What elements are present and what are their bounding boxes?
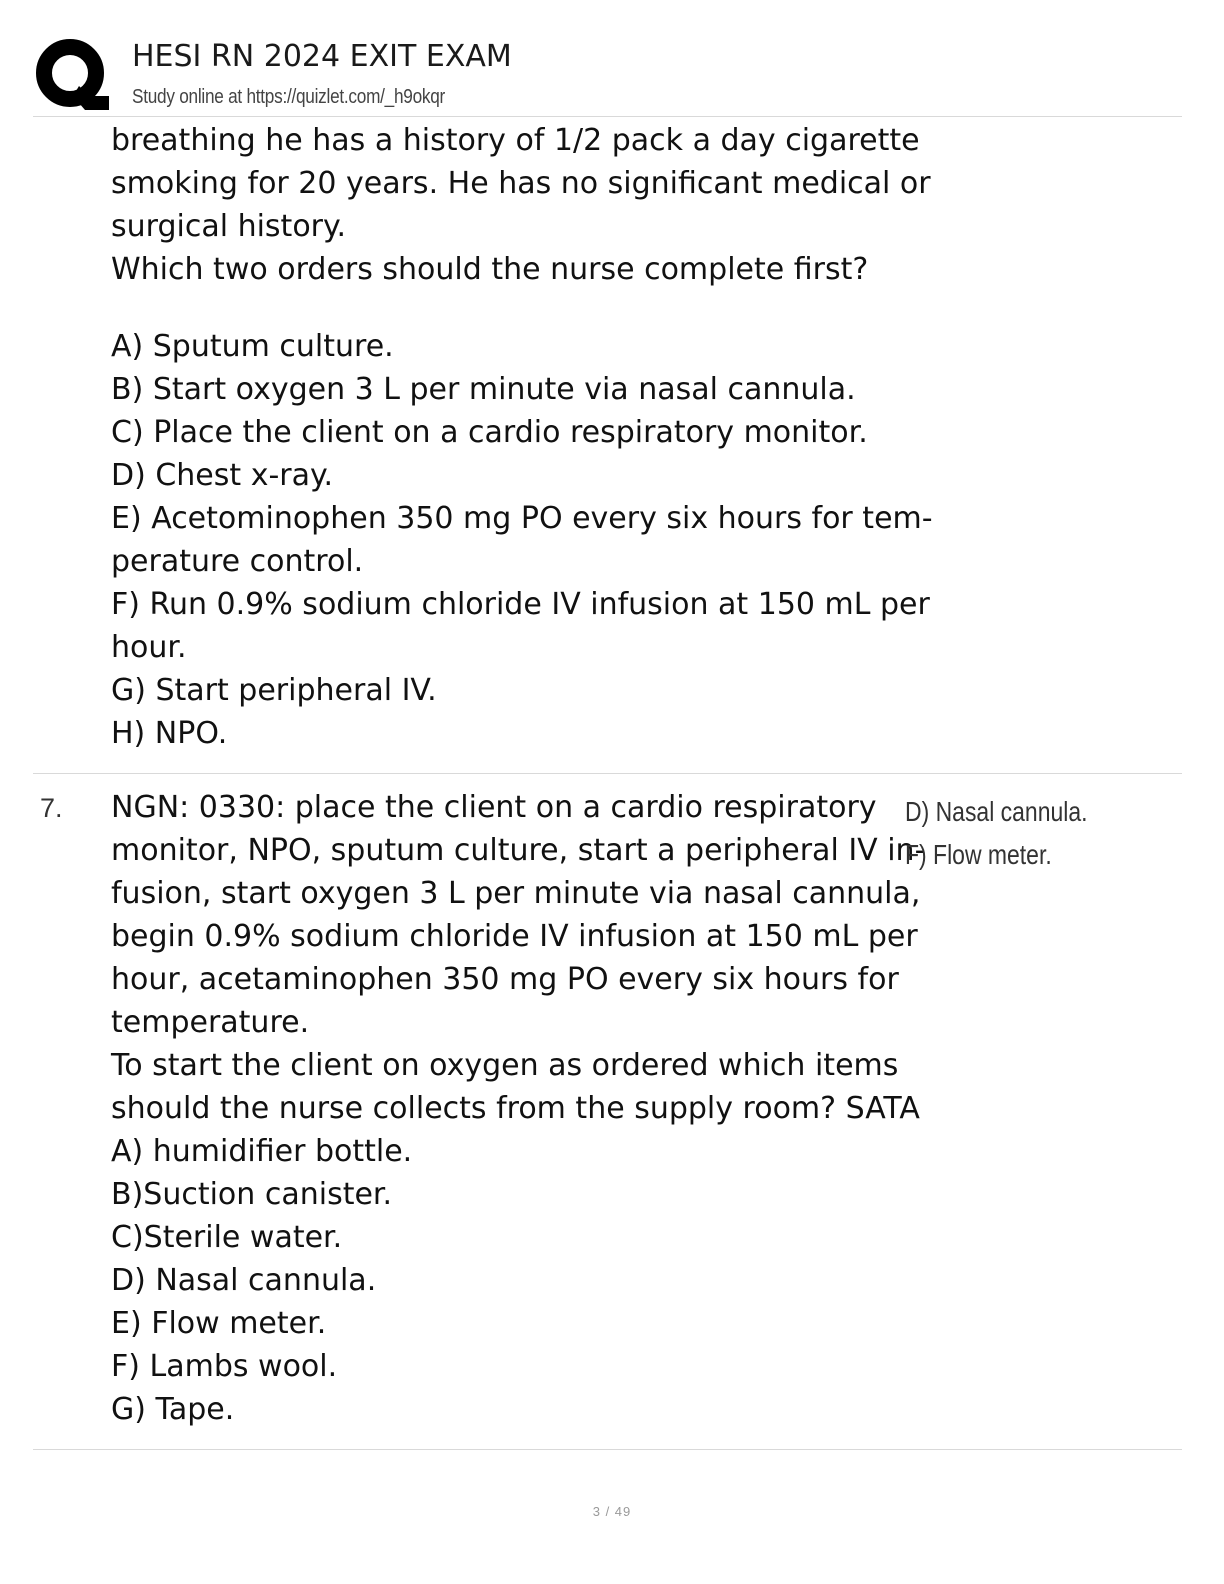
card-divider-bottom <box>33 1449 1182 1450</box>
question-line: fusion, start oxygen 3 L per minute via nasal cannula, <box>111 876 921 911</box>
card-7-answer <box>905 790 1205 876</box>
option-line: perature control. <box>111 544 364 579</box>
deck-title: HESI RN 2024 EXIT EXAM <box>132 39 512 74</box>
option-line: E) Acetominophen 350 mg PO every six hours for tem- <box>111 501 933 536</box>
question-line: should the nurse collects from the supply room? SATA <box>111 1091 920 1126</box>
option-line: A) Sputum culture. <box>111 329 394 364</box>
card-divider <box>33 773 1182 774</box>
option-line: F) Lambs wool. <box>111 1349 338 1384</box>
option-line: B)Suction canister. <box>111 1177 393 1212</box>
option-line: D) Nasal cannula. <box>111 1263 377 1298</box>
answer-line: F) Flow meter. <box>905 839 1052 870</box>
option-line: C) Place the client on a cardio respiratory monitor. <box>111 415 868 450</box>
option-line: B) Start oxygen 3 L per minute via nasal cannula. <box>111 372 856 407</box>
question-line: Which two orders should the nurse complete first? <box>111 252 869 287</box>
option-line: D) Chest x-ray. <box>111 458 333 493</box>
question-line: begin 0.9% sodium chloride IV infusion at 150 mL per <box>111 919 918 954</box>
question-line: monitor, NPO, sputum culture, start a peripheral IV in- <box>111 833 926 868</box>
page-number: 3 / 49 <box>592 1504 632 1519</box>
question-line: breathing he has a history of 1/2 pack a day cigarette <box>111 123 920 158</box>
question-line: NGN: 0330: place the client on a cardio respiratory <box>111 790 877 825</box>
question-line: hour, acetaminophen 350 mg PO every six hours for <box>111 962 899 997</box>
page-header <box>0 0 1224 118</box>
header-divider <box>33 116 1182 117</box>
option-line: F) Run 0.9% sodium chloride IV infusion at 150 mL per <box>111 587 930 622</box>
option-line: H) NPO. <box>111 716 228 751</box>
question-line: temperature. <box>111 1005 310 1040</box>
answer-line: D) Nasal cannula. <box>905 796 1088 827</box>
option-line: hour. <box>111 630 187 665</box>
option-line: G) Start peripheral IV. <box>111 673 437 708</box>
quizlet-logo-icon <box>33 36 109 112</box>
option-line: C)Sterile water. <box>111 1220 343 1255</box>
card-prev-question <box>111 119 931 291</box>
option-line: E) Flow meter. <box>111 1306 327 1341</box>
card-7-question <box>111 786 926 1431</box>
option-line: G) Tape. <box>111 1392 235 1427</box>
question-line: To start the client on oxygen as ordered which items <box>111 1048 899 1083</box>
question-line: smoking for 20 years. He has no significant medical or <box>111 166 931 201</box>
question-line: surgical history. <box>111 209 347 244</box>
option-line: A) humidifier bottle. <box>111 1134 413 1169</box>
card-prev-options <box>111 325 933 755</box>
card-number: 7. <box>40 793 63 823</box>
study-online-link[interactable]: Study online at https://quizlet.com/_h9okqr <box>132 86 446 108</box>
